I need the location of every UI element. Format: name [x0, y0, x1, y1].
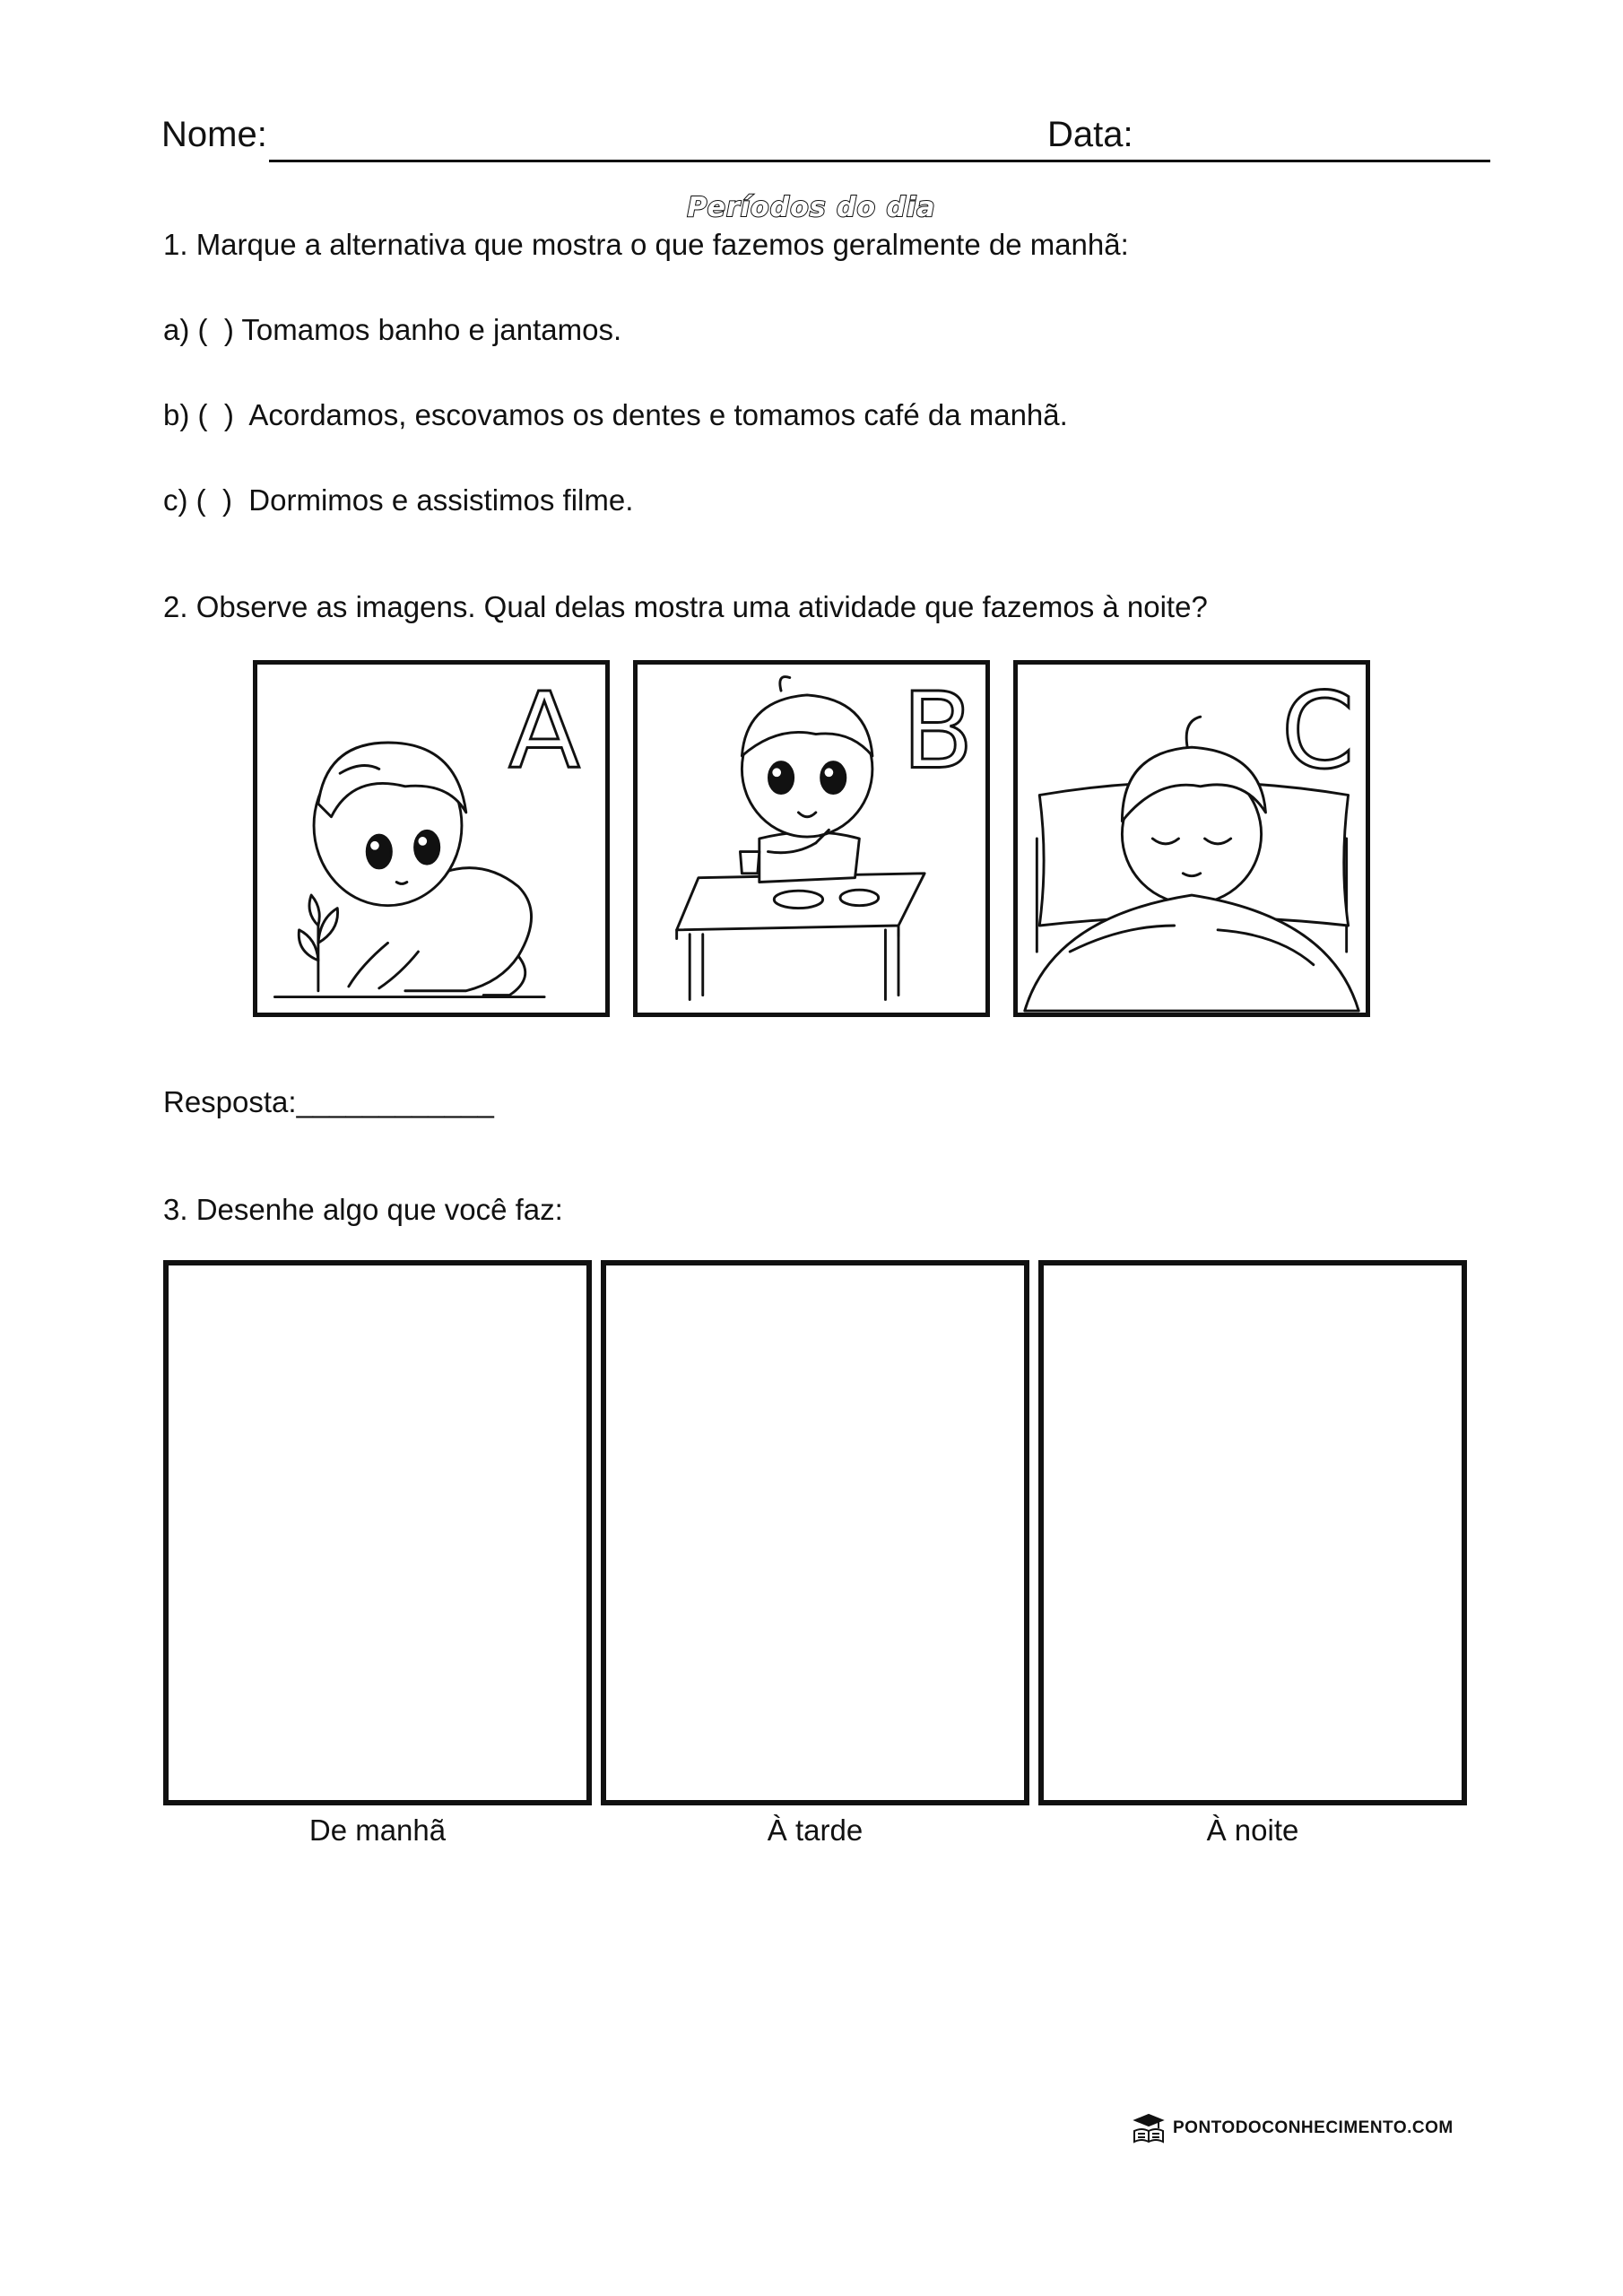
q1-option-b[interactable]: b) ( ) Acordamos, escovamos os dentes e tomamos café da manhã. — [163, 398, 1068, 431]
date-field[interactable] — [1033, 160, 1490, 162]
q1-option-a[interactable]: a) ( ) Tomamos banho e jantamos. — [163, 313, 622, 346]
picture-b[interactable] — [633, 660, 990, 1017]
picture-c-letter: C — [1281, 671, 1355, 793]
night-label: À noite — [1206, 1813, 1299, 1847]
morning-label: De manhã — [308, 1813, 447, 1847]
name-label: Nome: — [161, 115, 267, 154]
child-planting-icon — [257, 665, 605, 1013]
name-field[interactable] — [269, 160, 1033, 162]
picture-c[interactable] — [1013, 660, 1370, 1017]
worksheet-title: Períodos do dia — [687, 192, 936, 223]
date-label: Data: — [1047, 115, 1133, 154]
drawing-box-afternoon[interactable] — [601, 1260, 1029, 1805]
footer-brand[interactable] — [1132, 2112, 1454, 2144]
question-1-prompt: 1. Marque a alternativa que mostra o que fazemos geralmente de manhã: — [163, 228, 1129, 261]
picture-b-letter: B — [901, 671, 974, 793]
picture-a-letter: A — [508, 671, 580, 793]
picture-a[interactable] — [253, 660, 610, 1017]
question-3-prompt: 3. Desenhe algo que você faz: — [163, 1193, 563, 1226]
child-eating-icon — [638, 665, 985, 1013]
q1-option-c[interactable]: c) ( ) Dormimos e assistimos filme. — [163, 483, 634, 517]
child-sleeping-icon — [1018, 665, 1366, 1013]
graduation-book-icon — [1132, 2113, 1166, 2144]
answer-field[interactable]: Resposta:____________ — [163, 1085, 494, 1118]
brand-name: PONTODOCONHECIMENTO.COM — [1173, 2118, 1454, 2137]
question-2-prompt: 2. Observe as imagens. Qual delas mostra uma atividade que fazemos à noite? — [163, 590, 1208, 623]
afternoon-label: À tarde — [767, 1813, 864, 1847]
drawing-box-morning[interactable] — [163, 1260, 592, 1805]
drawing-box-night[interactable] — [1038, 1260, 1467, 1805]
